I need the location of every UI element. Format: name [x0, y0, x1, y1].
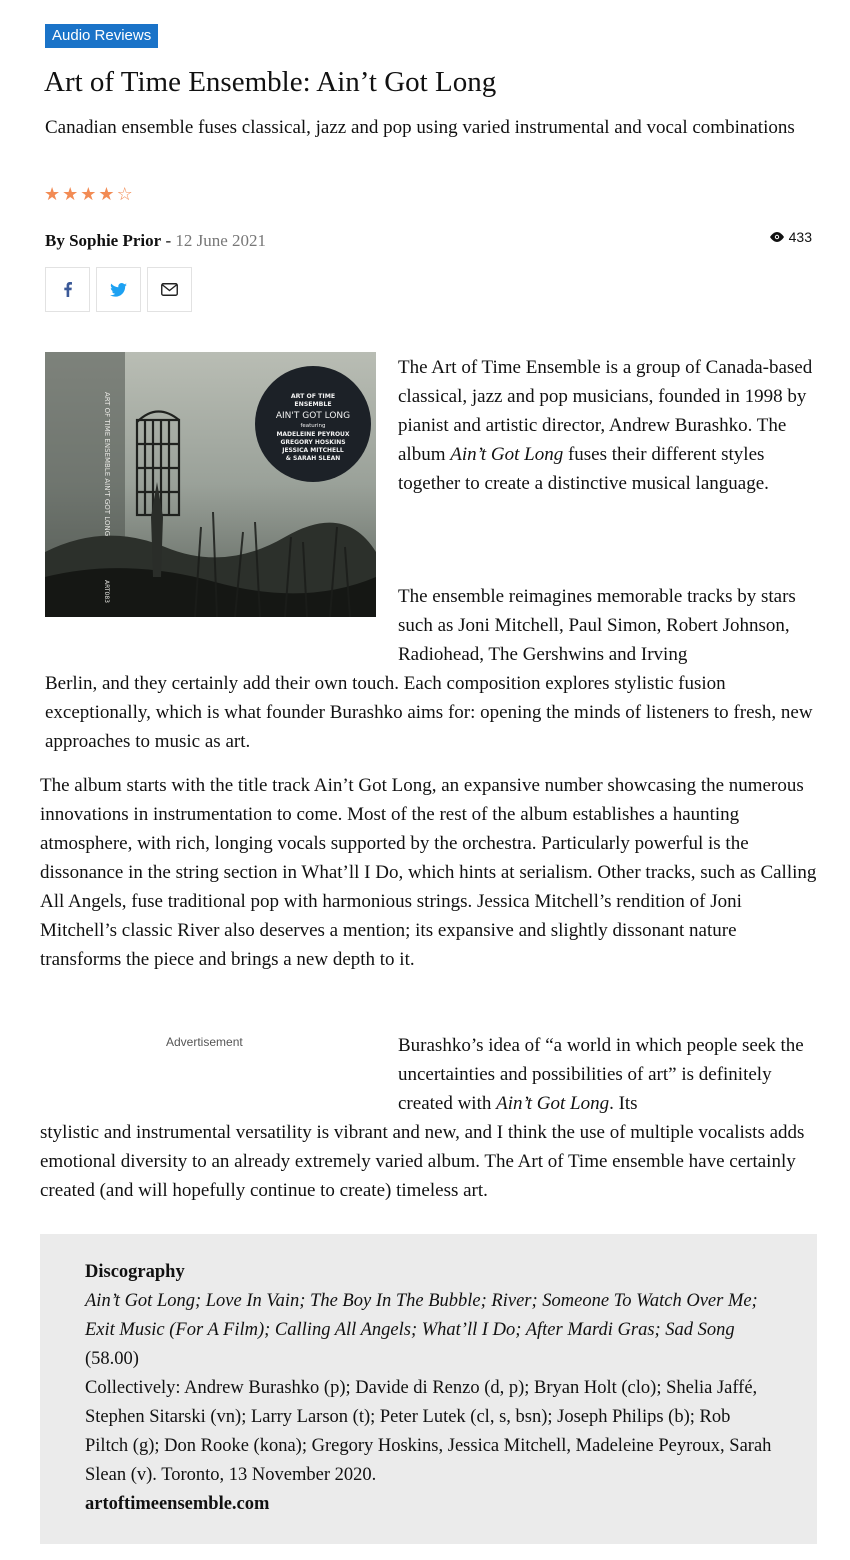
mail-icon [161, 283, 178, 296]
ensemble-website-link[interactable]: artoftimeensemble.com [85, 1494, 270, 1514]
byline-prefix: By [45, 231, 65, 250]
star-filled-icon: ★ [80, 184, 99, 205]
article-paragraph: The album starts with the title track Ain’t Got Long, an expansive number showcasing the numerous innovations in instrumentation to come. Most of the rest of the album establishes a haunting atmosphere, with rich, longing vocals supported by the orchestra. Particularly powerful is the dissonance in the string section in What’ll I Do, which hints at serialism. Other tracks, such as Calling All Angels, fuse traditional pop with harmonious strings. Jessica Mitchell’s rendition of Joni Mitchell’s classic River also deserves a mention; its expansive and slightly dissonant nature transforms the piece and brings a new depth to it. [40, 775, 817, 970]
publish-date: 12 June 2021 [175, 231, 267, 250]
cover-badge-line: & SARAH SLEAN [285, 455, 341, 462]
article-paragraph: stylistic and instrumental versatility is vibrant and new, and I think the use of multiple vocalists adds emotional diversity to an already extremely varied album. The Art of Time ensemble have certainly created (and will hopefully continue to create) timeless art. [40, 1122, 805, 1201]
article-paragraph: The ensemble reimagines memorable tracks by stars such as Joni Mitchell, Paul Simon, Robert Johnson, Radiohead, The Gershwins and Irving [398, 586, 796, 665]
share-buttons [45, 267, 192, 312]
article-paragraph: The Art of Time Ensemble is a group of Canada-based classical, jazz and pop musicians, founded in 1998 by pianist and artistic director, Andrew Burashko. The album Ain’t Got Long fuses their different styles together to create a distinctive musical language. [398, 357, 813, 494]
facebook-icon [64, 282, 72, 297]
discography-personnel: Collectively: Andrew Burashko (p); Davide di Renzo (d, p); Bryan Holt (clo); Shelia Jaffé, Stephen Sitarski (vn); Larry Larson (t); Peter Lutek (cl, s, bsn); Joseph Philips (b); Rob Piltch (g); Don Rooke (kona); Gregory Hoskins, Jessica Mitchell, Madeleine Peyroux, Sarah Slean (v). Toronto, 13 November 2020. [85, 1378, 772, 1485]
view-count [769, 229, 812, 245]
byline-separator: - [165, 231, 172, 250]
facebook-share-button[interactable] [45, 267, 90, 312]
star-filled-icon: ★ [98, 184, 117, 205]
star-rating [44, 184, 135, 205]
author-link[interactable]: Sophie Prior [69, 231, 162, 250]
article-paragraph: Berlin, and they certainly add their own touch. Each composition explores stylistic fusion exceptionally, which is what founder Burashko aims for: opening the minds of listeners to fresh, new approaches to music as art. [45, 673, 813, 752]
cover-badge-line: MADELEINE PEYROUX [276, 431, 350, 438]
cover-badge-line: JESSICA MITCHELL [282, 447, 344, 454]
cover-catalog-text: ART083 [103, 580, 110, 603]
article-paragraph: Burashko’s idea of “a world in which people seek the uncertainties and possibilities of art” is definitely created with Ain’t Got Long. Its [398, 1035, 804, 1114]
cover-badge-line: ENSEMBLE [294, 401, 332, 408]
discography-heading: Discography [85, 1262, 185, 1282]
eye-icon [769, 232, 785, 242]
view-count-value: 433 [788, 229, 812, 245]
discography-box [40, 1234, 817, 1544]
star-empty-icon: ☆ [116, 184, 135, 205]
cover-badge-line: GREGORY HOSKINS [280, 439, 346, 446]
email-share-button[interactable] [147, 267, 192, 312]
advertisement-label: Advertisement [166, 1035, 243, 1049]
cover-badge-line: featuring [300, 423, 326, 429]
cover-badge-line: AIN'T GOT LONG [275, 411, 351, 421]
star-filled-icon: ★ [44, 184, 63, 205]
byline [45, 231, 266, 251]
article-title: Art of Time Ensemble: Ain’t Got Long [44, 66, 497, 98]
article-subtitle: Canadian ensemble fuses classical, jazz and pop using varied instrumental and vocal combinations [45, 117, 795, 138]
album-cover-image [45, 352, 376, 617]
cover-spine-text: ART OF TIME ENSEMBLE AIN'T GOT LONG [103, 392, 111, 537]
cover-badge-line: ART OF TIME [290, 393, 336, 400]
twitter-share-button[interactable] [96, 267, 141, 312]
star-filled-icon: ★ [62, 184, 81, 205]
discography-tracklist: Ain’t Got Long; Love In Vain; The Boy In The Bubble; River; Someone To Watch Over Me; Exit Music (For A Film); Calling All Angels; What’ll I Do; After Mardi Gras; Sad Song (58.00) [85, 1291, 758, 1369]
category-badge[interactable]: Audio Reviews [45, 24, 158, 48]
twitter-icon [110, 283, 127, 297]
